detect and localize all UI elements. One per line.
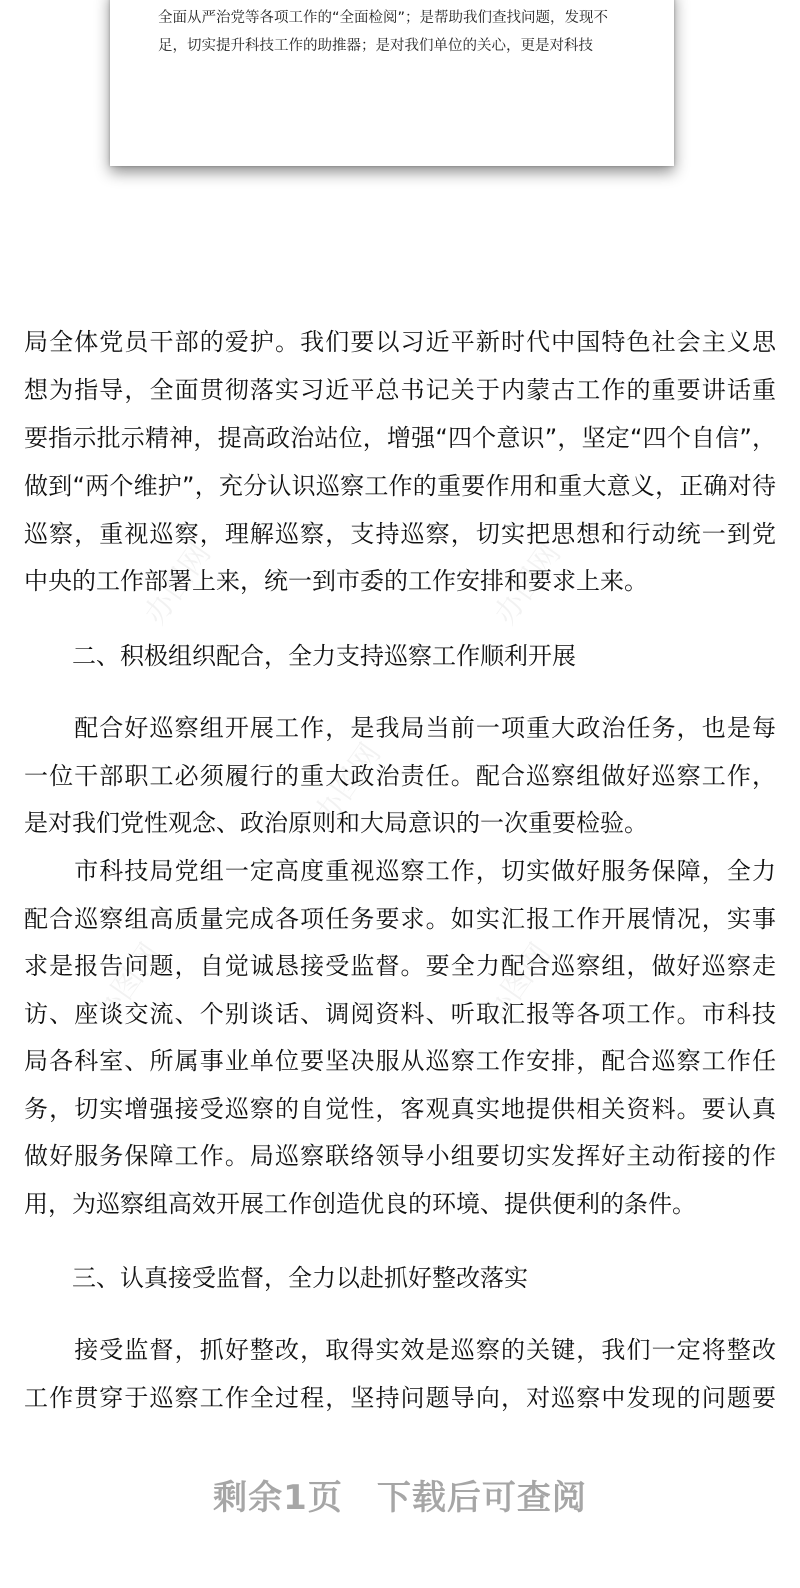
body-line: 用，为巡察组高效开展工作创造优良的环境、提供便利的条件。 [24, 1190, 696, 1218]
section-heading: 二、积极组织配合，全力支持巡察工作顺利开展 [24, 642, 576, 670]
body-line: 巡察，重视巡察，理解巡察，支持巡察，切实把思想和行动统一到党 [24, 520, 776, 548]
body-line: 局各科室、所属事业单位要坚决服从巡察工作安排，配合巡察工作任 [24, 1047, 776, 1075]
body-line: 局全体党员干部的爱护。我们要以习近平新时代中国特色社会主义思 [24, 328, 776, 356]
body-line: 求是报告问题，自觉诚恳接受监督。要全力配合巡察组，做好巡察走 [24, 952, 776, 980]
document-preview-card [110, 0, 674, 166]
download-hint-label: 下载后可查阅 [376, 1478, 587, 1518]
watermark: 办图网 [477, 937, 559, 1031]
body-line: 配合好巡察组开展工作，是我局当前一项重大政治任务，也是每 [24, 714, 776, 742]
watermark: 办图网 [307, 737, 389, 831]
body-line: 接受监督，抓好整改，取得实效是巡察的关键，我们一定将整改 [24, 1336, 776, 1364]
body-line: 做到“两个维护”，充分认识巡察工作的重要作用和重大意义，正确对待 [24, 472, 776, 500]
watermark: 办图网 [487, 537, 569, 631]
body-line: 是对我们党性观念、政治原则和大局意识的一次重要检验。 [24, 809, 648, 837]
body-line: 配合巡察组高质量完成各项任务要求。如实汇报工作开展情况，实事 [24, 905, 776, 933]
preview-text [158, 0, 638, 60]
body-line: 中央的工作部署上来，统一到市委的工作安排和要求上来。 [24, 567, 648, 595]
watermark: 办图网 [87, 937, 169, 1031]
body-line: 工作贯穿于巡察工作全过程，坚持问题导向，对巡察中发现的问题要 [24, 1384, 776, 1412]
remaining-pages-label: 剩余1页 [213, 1478, 343, 1518]
body-line: 想为指导，全面贯彻落实习近平总书记关于内蒙古工作的重要讲话重 [24, 376, 776, 404]
watermark: 办图网 [137, 537, 219, 631]
preview-line: 足，切实提升科技工作的助推器；是对我们单位的关心，更是对科技 [158, 38, 593, 54]
body-line: 一位干部职工必须履行的重大政治责任。配合巡察组做好巡察工作， [24, 762, 776, 790]
section-heading: 三、认真接受监督，全力以赴抓好整改落实 [24, 1264, 528, 1292]
preview-line: 全面从严治党等各项工作的“全面检阅”；是帮助我们查找问题，发现不 [158, 10, 609, 26]
body-line: 要指示批示精神，提高政治站位，增强“四个意识”，坚定“四个自信”， [24, 424, 776, 452]
body-line: 市科技局党组一定高度重视巡察工作，切实做好服务保障，全力 [24, 857, 776, 885]
body-line: 务，切实增强接受巡察的自觉性，客观真实地提供相关资料。要认真 [24, 1095, 776, 1123]
body-line: 访、座谈交流、个别谈话、调阅资料、听取汇报等各项工作。市科技 [24, 1000, 776, 1028]
download-to-read-notice[interactable] [0, 1470, 800, 1519]
body-line: 做好服务保障工作。局巡察联络领导小组要切实发挥好主动衔接的作 [24, 1142, 776, 1170]
